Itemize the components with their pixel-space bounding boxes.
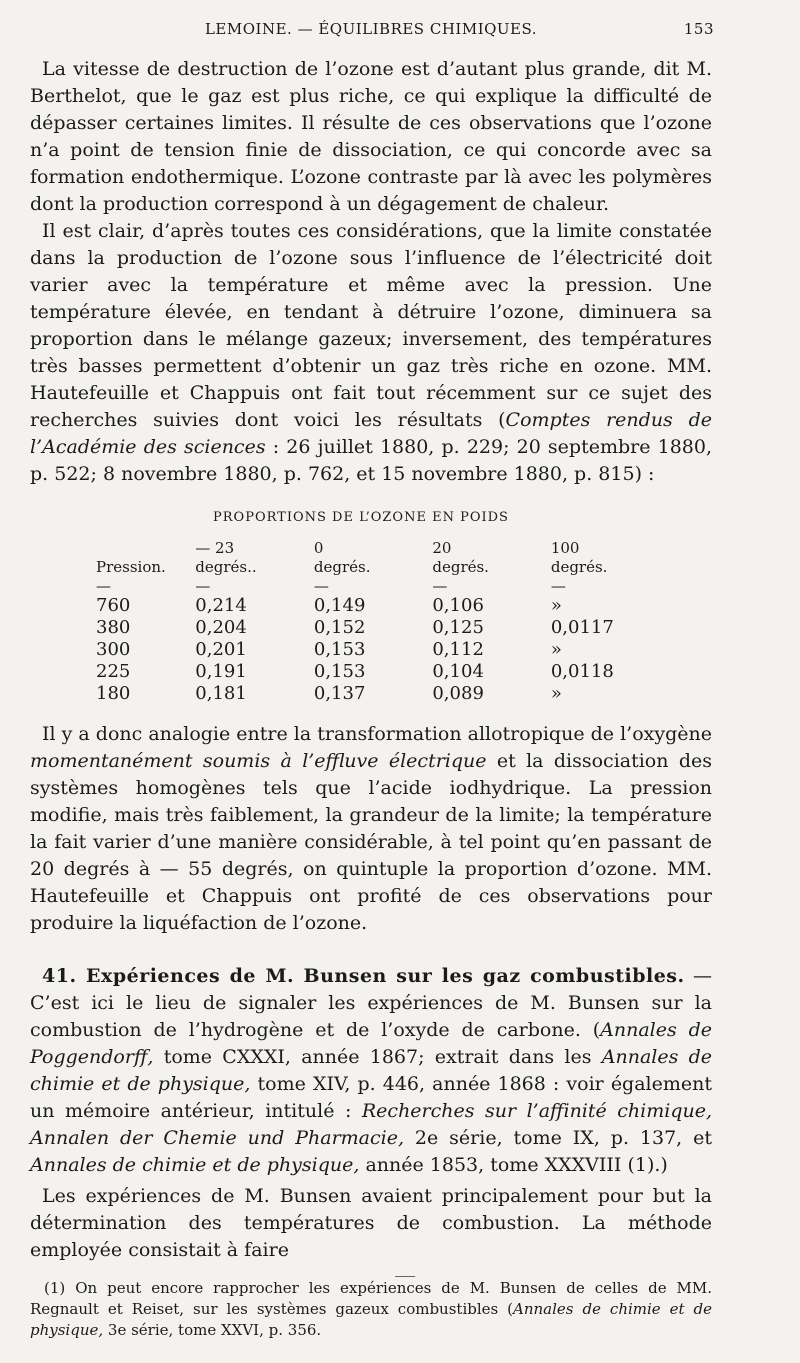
table-row: 760 0,214 0,149 0,106 »: [96, 595, 562, 616]
header-unit-cell: degrés..: [195, 558, 257, 576]
header-unit-cell: Pression.: [96, 558, 166, 576]
citation-comptes-rendus: Comptes rendus de l’Académie des sciences: [30, 409, 712, 458]
running-title: LEMOINE. — ÉQUILIBRES CHIMIQUES.: [204, 20, 538, 38]
header-unit-cell: degrés.: [313, 558, 371, 576]
table-row: 225 0,191 0,153 0,104 0,0118: [96, 661, 614, 682]
header-temp-cell: 100: [550, 539, 580, 557]
section-heading: 41. Expériences de M. Bunsen sur les gaz combustibles.: [42, 965, 685, 987]
footnote: (1) On peut encore rapprocher les expériences de M. Bunsen de celles de MM. Regnault et Reiset, sur les systèmes gazeux combustibles (Annales de chimie et de physique, 3e série, tome XXVI, p. 356.: [30, 1279, 712, 1339]
header-temp-cell: 20: [432, 539, 452, 557]
citation-recherches: Recherches sur l’affinité chimique, Annalen der Chemie und Pharmacie,: [30, 1100, 712, 1149]
table-caption: PROPORTIONS DE L’OZONE EN POIDS: [213, 510, 509, 525]
page-number: 153: [683, 20, 714, 38]
table-header-dashes: — — — — —: [96, 577, 566, 595]
table-row: 380 0,204 0,152 0,125 0,0117: [96, 617, 614, 638]
header-unit-cell: degrés.: [550, 558, 608, 576]
citation-poggendorff: Annales de Poggendorff,: [30, 1019, 712, 1068]
paragraph-ozone-destruction: La vitesse de destruction de l’ozone est d’autant plus grande, dit M. Berthelot, que le gaz est plus riche, ce qui explique la difficulté de dépasser certaines limites. Il résulte de ces observations que l’ozone n’a point de tension finie de dissociation, ce qui concorde avec sa formation endothermique. L’ozone contraste par là avec les polymères dont la production correspond à un dégagement de chaleur.: [30, 58, 712, 215]
bottom-rule: [395, 1276, 415, 1277]
paragraph-analogy: Il y a donc analogie entre la transformation allotropique de l’oxygène momentanément soumis à l’effluve électrique et la dissociation des systèmes homogènes tels que l’acide iodhydrique. La pression modifie, mais très faiblement, la grandeur de la limite; la température la fait varier d’une manière considérable, à tel point qu’en passant de 20 degrés à — 55 degrés, on quintuple la proportion d’ozone. MM. Hautefeuille et Chappuis ont profité de ces observations pour produire la liquéfaction de l’ozone.: [30, 723, 712, 934]
table-row: 300 0,201 0,153 0,112 »: [96, 639, 562, 660]
running-head: [30, 14, 712, 42]
table-header-temps: [90, 539, 650, 558]
ozone-proportion-table: [30, 510, 712, 705]
header-temp-cell: 0: [313, 539, 324, 557]
ozone-table: [90, 539, 650, 705]
citation-annales: Annales de chimie et de physique,: [30, 1046, 712, 1095]
paragraph-bunsen-method: Les expériences de M. Bunsen avaient principalement pour but la détermination des températures de combustion. La méthode employée consistait à faire: [30, 1185, 712, 1261]
footnote-mark: (1): [44, 1279, 66, 1297]
paragraph-bunsen-section: 41. Expériences de M. Bunsen sur les gaz combustibles. — C’est ici le lieu de signaler les expériences de M. Bunsen sur la combustion de l’hydrogène et de l’oxyde de carbone. (Annales de Poggendorff, tome CXXXI, année 1867; extrait dans les Annales de chimie et de physique, tome XIV, p. 446, année 1868 : voir également un mémoire antérieur, intitulé : Recherches sur l’affinité chimique, Annalen der Chemie und Pharmacie, 2e série, tome IX, p. 137, et Annales de chimie et de physique, année 1853, tome XXXVIII (1).): [30, 965, 713, 1176]
footnote-citation: Annales de chimie et de physique,: [30, 1300, 712, 1339]
paragraph-ozone-limit: Il est clair, d’après toutes ces considérations, que la limite constatée dans la production de l’ozone sous l’influence de l’électricité doit varier avec la température et même avec la pression. Une température élevée, en tendant à détruire l’ozone, diminuera sa proportion dans le mélange gazeux; inversement, des températures très basses permettent d’obtenir un gaz très riche en ozone. MM. Hautefeuille et Chappuis ont fait tout récemment sur ce sujet des recherches suivies dont voici les résultats (Comptes rendus de l’Académie des sciences : 26 juillet 1880, p. 229; 20 septembre 1880, p. 522; 8 novembre 1880, p. 762, et 15 novembre 1880, p. 815) :: [30, 220, 713, 485]
table-row: 180 0,181 0,137 0,089 »: [96, 683, 562, 704]
citation-annales-1853: Annales de chimie et de physique,: [30, 1154, 360, 1176]
emphasis-effluve: momentanément soumis à l’effluve électrique: [30, 750, 487, 772]
header-unit-cell: degrés.: [432, 558, 489, 576]
table-header-units: [90, 558, 650, 577]
header-temp-cell: — 23: [195, 539, 235, 557]
